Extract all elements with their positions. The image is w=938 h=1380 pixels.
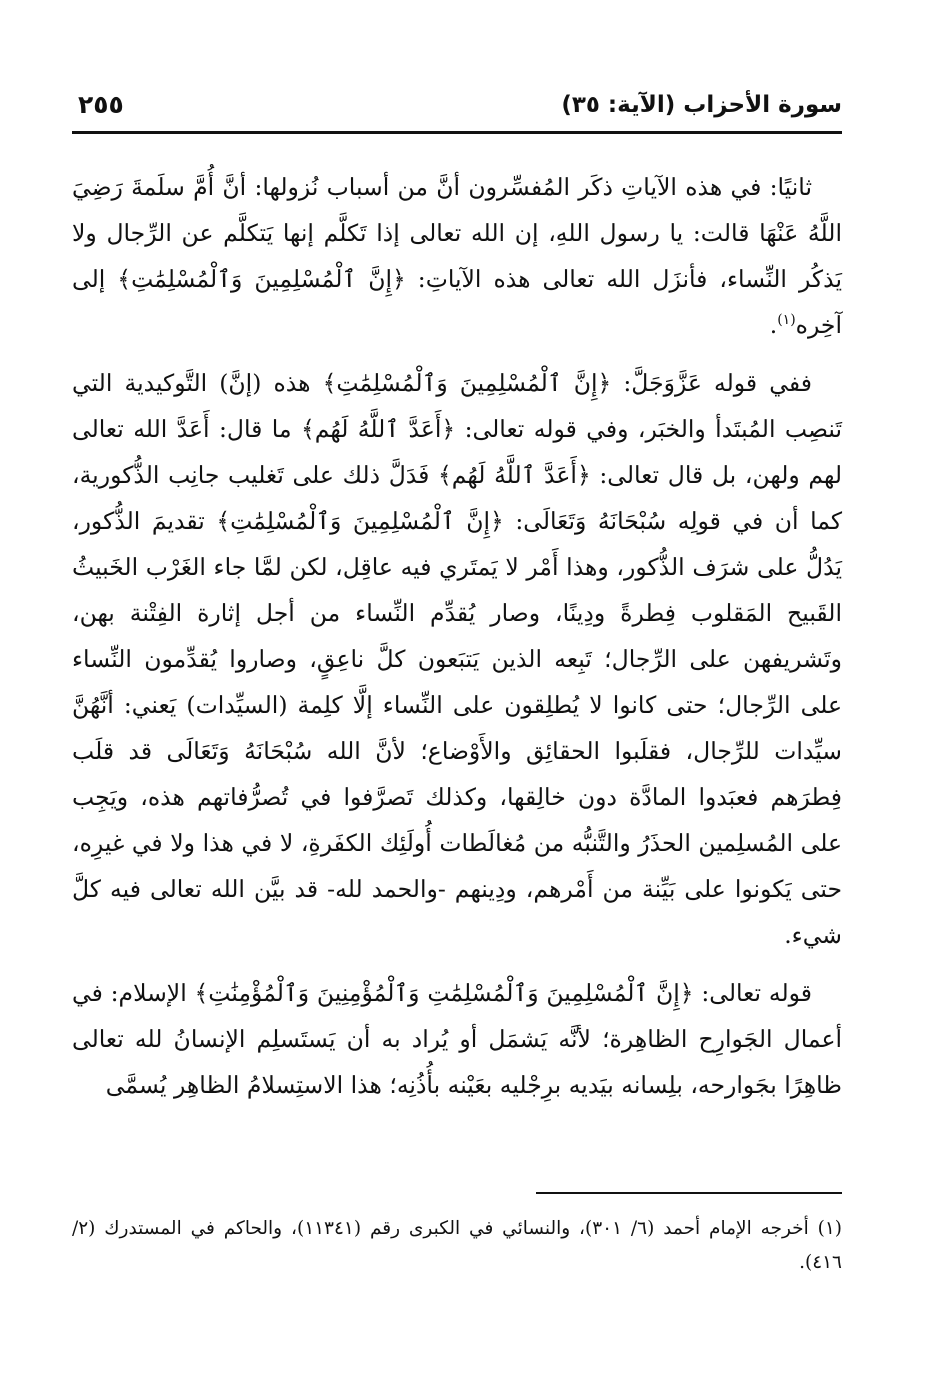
footnote-divider: [536, 1192, 842, 1194]
header-divider: [72, 131, 842, 134]
paragraph-text: ما قال: أَعَدَّ الله تعالى لهم ولهن، بل قال تعالى:: [72, 415, 842, 489]
page-header: [72, 88, 842, 130]
paragraph-text: إلى آخِره: [72, 265, 842, 339]
paragraph-text: فَدَلَّ ذلك على تَغليب جانِب الذُّكورية، كما أن في قولِه سُبْحَانَهُ وَتَعَالَى:: [72, 461, 843, 535]
paragraph-text: ثانيًا: في هذه الآياتِ ذكَر المُفسِّرون أنَّ من أسباب نُزولها: أنَّ أُمَّ سلَمةَ رَضِيَ اللَّهُ عَنْهَا قالت: يا رسول اللهِ، إن الله تعالى إذا تَكلَّم إنها يَتكلَّم عن الرِّجال ولا يَذكُر النِّساء، فأنزَل الله تعالى هذه الآياتِ:: [72, 173, 842, 293]
quran-verse: ﴿إِنَّ ٱلْمُسْلِمِينَ وَٱلْمُسْلِمَٰتِ﴾: [322, 369, 612, 397]
page-number: ٢٥٥: [78, 90, 124, 119]
paragraph-text: ففي قوله عَزَّوَجَلَّ:: [611, 369, 812, 397]
footnote-text: (١) أخرجه الإمام أحمد (٦/ ٣٠١)، والنسائي في الكبرى رقم (١١٣٤١)، والحاكم في المستدرك (٢/ ٤١٦).: [72, 1218, 842, 1273]
main-text: [72, 164, 842, 1120]
running-title: سورة الأحزاب (الآية: ٣٥): [561, 92, 842, 118]
quran-verse: ﴿إِنَّ ٱلْمُسْلِمِينَ وَٱلْمُسْلِمَٰتِ﴾: [216, 507, 504, 535]
paragraph-text: هذه (إنَّ) التَّوكيدية التي تَنصِب المُبتَدأ والخبَر، وفي قوله تعالى:: [72, 369, 842, 443]
paragraph-1: [72, 164, 842, 348]
footnote-reference[interactable]: (١): [777, 312, 796, 329]
paragraph-text: .: [769, 311, 778, 339]
paragraph-2: [72, 360, 842, 958]
paragraph-text: الإسلام: في أعمال الجَوارِح الظاهِرة؛ لأنَّه يَشمَل أو يُراد به أن يَستَسلِم الإنسانُ لله تعالى ظاهِرًا بجَوارحه، بلِسانه بيَديه برِجْليه بعَيْنه بأُذُنِه؛ هذا الاستِسلامُ الظاهِر يُسمَّى: [72, 979, 842, 1099]
quran-verse: ﴿إِنَّ ٱلْمُسْلِمِينَ وَٱلْمُسْلِمَٰتِ﴾: [117, 265, 406, 293]
paragraph-3: [72, 970, 842, 1108]
footnote: [72, 1212, 842, 1280]
quran-verse: ﴿أَعَدَّ ٱللَّهُ لَهُم﴾: [300, 415, 456, 443]
quran-verse: ﴿إِنَّ ٱلْمُسْلِمِينَ وَٱلْمُسْلِمَٰتِ وَٱلْمُؤْمِنِينَ وَٱلْمُؤْمِنَٰتِ﴾: [194, 979, 694, 1007]
quran-verse: ﴿أَعَدَّ ٱللَّهُ لَهُم﴾: [438, 461, 591, 489]
paragraph-text: تقديمَ الذُّكور، يَدُلُّ على شرَف الذُّكور، وهذا أَمْر لا يَمتَري فيه عاقِل، لكن لمَّا جاء الغَرْب الخَبيثُ القَبيح المَقلوب فِطرةً ودِينًا، وصار يُقدِّم النِّساء من أجل إثارة الفِتْنة بهن، وتَشريفهن على الرِّجال؛ تَبِعه الذين يَتبَعون كلَّ ناعِقٍ، وصاروا يُقدِّمون النِّساء على الرِّجال؛ حتى كانوا لا يُطلِقون على النِّساء إلَّا كلِمة (السيِّدات) يَعني: أنَّهُنَّ سيِّدات للرِّجال، فقلَبوا الحقائِق والأَوْضاع؛ لأنَّ الله سُبْحَانَهُ وَتَعَالَى قد قلَب فِطرَهم فعبَدوا المادَّة دون خالِقها، وكذلك تَصرَّفوا في تُصرُّفاتهم هذه، ويَجِب على المُسلِمين الحذَرُ والتَّنبُّه من مُغالَطات أُولَئِك الكفَرةِ، لا في هذا ولا في غيرِه، حتى يَكونوا على بَيِّنة من أَمْرهم، ودِينهم -والحمد لله- قد بيَّن الله تعالى فيه كلَّ شيء.: [72, 507, 842, 949]
paragraph-text: قوله تعالى:: [693, 979, 812, 1007]
